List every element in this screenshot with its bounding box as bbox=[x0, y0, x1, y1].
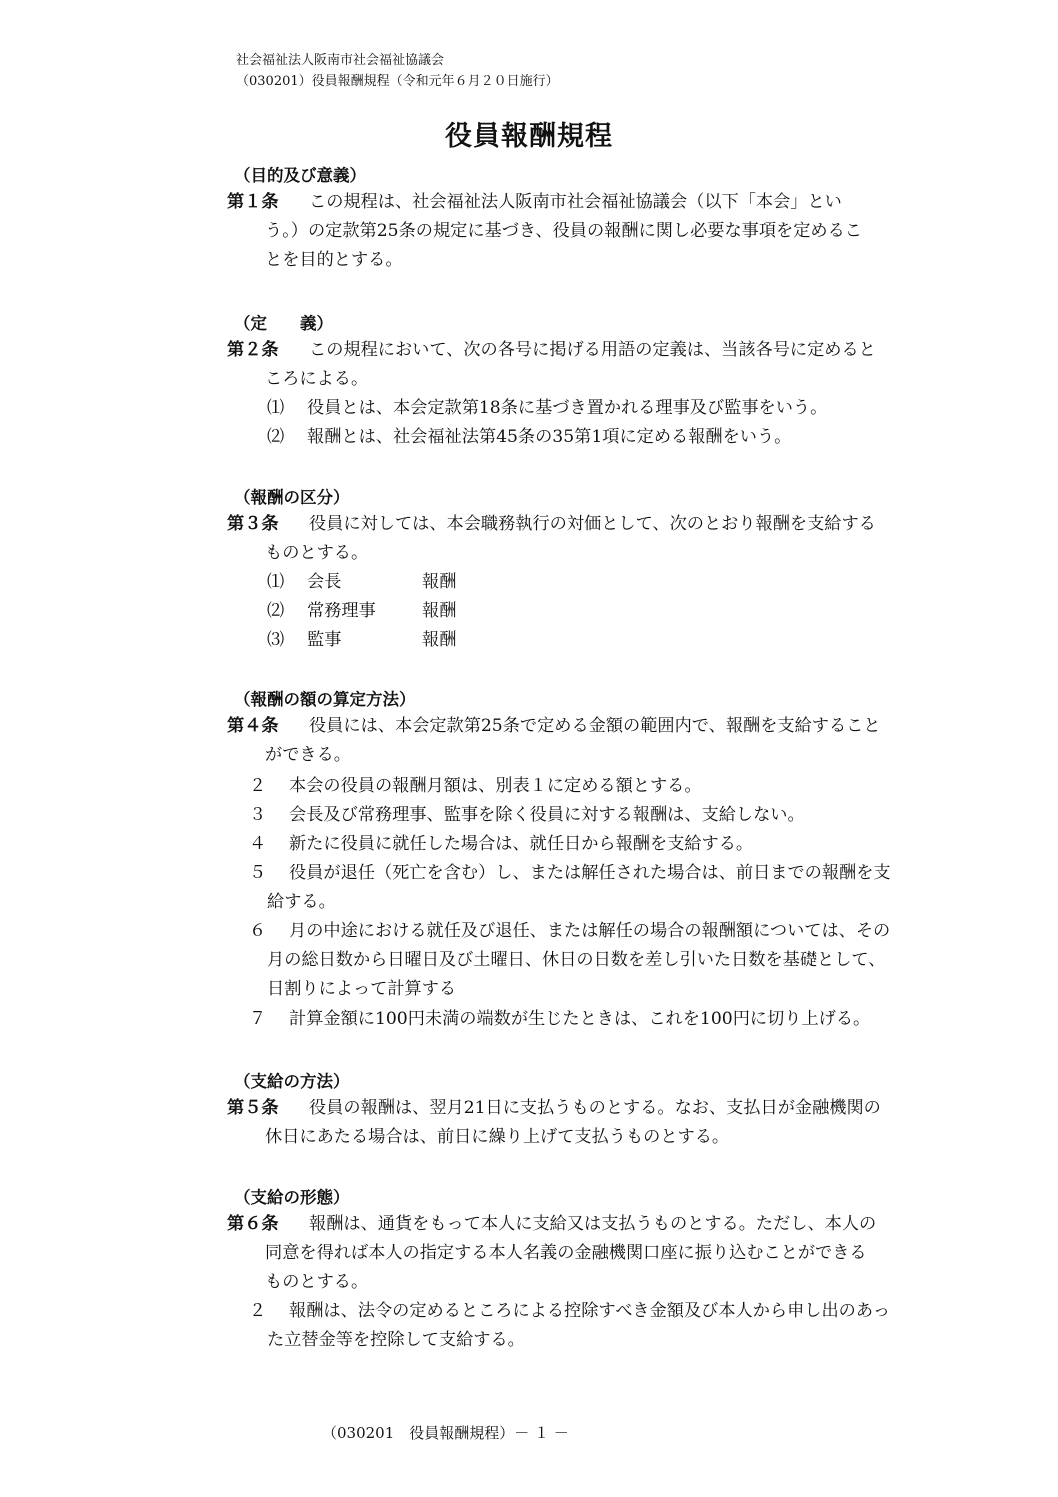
paragraph-line: 新たに役員に就任した場合は、就任日から報酬を支給する。 bbox=[289, 834, 754, 854]
definition-item bbox=[267, 423, 791, 452]
paragraph-number: ４ bbox=[249, 834, 267, 854]
article-3 bbox=[227, 510, 972, 568]
article-1-line: この規程は、社会福祉法人阪南市社会福祉協議会（以下「本会」とい bbox=[309, 192, 842, 212]
role-compensation: 報酬 bbox=[422, 630, 457, 650]
paragraph-line: 本会の役員の報酬月額は、別表１に定める額とする。 bbox=[289, 776, 702, 796]
article-6-line: ものとする。 bbox=[265, 1272, 369, 1292]
role-name: 常務理事 bbox=[307, 601, 376, 621]
article-6-label: 第６条 bbox=[227, 1214, 279, 1234]
article-1-line: とを目的とする。 bbox=[265, 250, 403, 270]
article-5 bbox=[227, 1094, 972, 1152]
paragraph-line: 月の中途における就任及び退任、または解任の場合の報酬額については、その bbox=[289, 921, 891, 941]
article-3-line: ものとする。 bbox=[265, 543, 369, 563]
article-1-heading: （目的及び意義） bbox=[234, 166, 366, 185]
item-number: ⑴ bbox=[267, 572, 285, 592]
paragraph-number: ７ bbox=[249, 1009, 267, 1029]
compensation-item bbox=[267, 626, 456, 655]
paragraph bbox=[249, 859, 891, 917]
role-compensation: 報酬 bbox=[422, 572, 457, 592]
article-1 bbox=[227, 188, 972, 275]
article-6-line: 同意を得れば本人の指定する本人名義の金融機関口座に振り込むことができる bbox=[265, 1243, 867, 1263]
article-5-label: 第５条 bbox=[227, 1098, 279, 1118]
article-6-heading: （支給の形態） bbox=[234, 1188, 350, 1207]
role-name: 監事 bbox=[307, 630, 342, 650]
article-2-line: ころによる。 bbox=[265, 369, 369, 389]
paragraph-number: ３ bbox=[249, 805, 267, 825]
item-number: ⑴ bbox=[267, 398, 285, 418]
role-compensation: 報酬 bbox=[422, 601, 457, 621]
compensation-item bbox=[267, 597, 456, 626]
article-6 bbox=[227, 1210, 972, 1297]
article-4-line: ができる。 bbox=[265, 745, 351, 765]
article-3-label: 第３条 bbox=[227, 514, 279, 534]
paragraph-number: ２ bbox=[249, 776, 267, 796]
document-reference: （030201）役員報酬規程（令和元年６月２０日施行） bbox=[236, 74, 559, 89]
item-number: ⑶ bbox=[267, 630, 285, 650]
paragraph bbox=[249, 1297, 890, 1355]
article-2 bbox=[227, 336, 972, 394]
article-1-line: う。）の定款第25条の規定に基づき、役員の報酬に関し必要な事項を定めるこ bbox=[265, 221, 862, 241]
paragraph-number: ２ bbox=[249, 1301, 267, 1321]
paragraph bbox=[249, 801, 805, 830]
article-1-label: 第１条 bbox=[227, 192, 279, 212]
paragraph-line: 給する。 bbox=[267, 892, 336, 912]
article-5-heading: （支給の方法） bbox=[234, 1072, 350, 1091]
paragraph-line: た立替金等を控除して支給する。 bbox=[267, 1330, 525, 1350]
paragraph-line: 役員が退任（死亡を含む）し、または解任された場合は、前日までの報酬を支 bbox=[289, 863, 891, 883]
article-4-line: 役員には、本会定款第25条で定める金額の範囲内で、報酬を支給すること bbox=[309, 716, 881, 736]
definition-item bbox=[267, 394, 827, 423]
paragraph-line: 会長及び常務理事、監事を除く役員に対する報酬は、支給しない。 bbox=[289, 805, 805, 825]
item-text: 役員とは、本会定款第18条に基づき置かれる理事及び監事をいう。 bbox=[307, 398, 828, 418]
article-2-heading: （定 義） bbox=[234, 314, 333, 333]
item-number: ⑵ bbox=[267, 427, 285, 447]
article-3-heading: （報酬の区分） bbox=[234, 488, 350, 507]
item-number: ⑵ bbox=[267, 601, 285, 621]
paragraph-number: ５ bbox=[249, 863, 267, 883]
paragraph bbox=[249, 1005, 870, 1034]
paragraph-line: 月の総日数から日曜日及び土曜日、休日の日数を差し引いた日数を基礎として、 bbox=[267, 950, 886, 970]
paragraph bbox=[249, 830, 753, 859]
article-4-label: 第４条 bbox=[227, 716, 279, 736]
page-footer: （030201 役員報酬規程）－ １ － bbox=[322, 1424, 569, 1442]
item-text: 報酬とは、社会福祉法第45条の35第1項に定める報酬をいう。 bbox=[307, 427, 792, 447]
article-3-line: 役員に対しては、本会職務執行の対価として、次のとおり報酬を支給する bbox=[309, 514, 876, 534]
paragraph-number: ６ bbox=[249, 921, 267, 941]
paragraph-line: 報酬は、法令の定めるところによる控除すべき金額及び本人から申し出のあっ bbox=[289, 1301, 891, 1321]
article-6-line: 報酬は、通貨をもって本人に支給又は支払うものとする。ただし、本人の bbox=[309, 1214, 877, 1234]
article-2-label: 第２条 bbox=[227, 340, 279, 360]
paragraph bbox=[249, 917, 890, 1004]
paragraph-line: 日割りによって計算する bbox=[267, 979, 457, 999]
article-5-line: 役員の報酬は、翌月21日に支払うものとする。なお、支払日が金融機関の bbox=[309, 1098, 881, 1118]
role-name: 会長 bbox=[307, 572, 342, 592]
article-5-line: 休日にあたる場合は、前日に繰り上げて支払うものとする。 bbox=[265, 1127, 730, 1147]
article-2-line: この規程において、次の各号に掲げる用語の定義は、当該各号に定めると bbox=[309, 340, 876, 360]
paragraph-line: 計算金額に100円未満の端数が生じたときは、これを100円に切り上げる。 bbox=[289, 1009, 871, 1029]
page-title: 役員報酬規程 bbox=[445, 121, 613, 152]
document-header bbox=[236, 50, 559, 92]
article-4 bbox=[227, 712, 972, 770]
compensation-item bbox=[267, 568, 456, 597]
paragraph bbox=[249, 772, 702, 801]
organization-name: 社会福祉法人阪南市社会福祉協議会 bbox=[236, 53, 445, 68]
article-4-heading: （報酬の額の算定方法） bbox=[234, 690, 416, 709]
